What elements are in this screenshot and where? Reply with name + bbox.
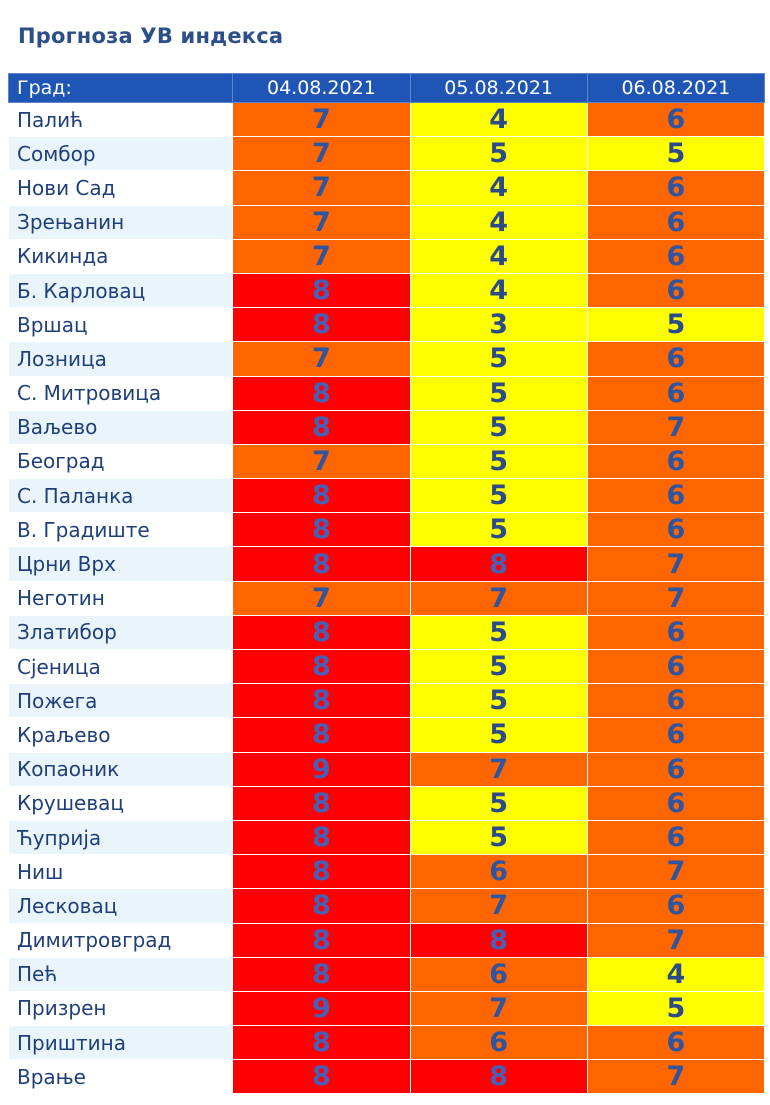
uv-index-cell: 6 (587, 684, 764, 718)
uv-index-cell: 8 (233, 1060, 410, 1094)
uv-index-cell: 7 (587, 547, 764, 581)
uv-index-cell: 7 (587, 581, 764, 615)
column-header-city: Град: (9, 74, 233, 103)
uv-index-cell: 6 (587, 205, 764, 239)
city-name-cell: Копаоник (9, 752, 233, 786)
uv-index-cell: 6 (587, 615, 764, 649)
uv-index-cell: 4 (410, 103, 587, 137)
uv-index-cell: 7 (410, 889, 587, 923)
uv-index-cell: 8 (233, 479, 410, 513)
table-row (9, 137, 765, 171)
table-row (9, 273, 765, 307)
city-name-cell: Ћуприја (9, 820, 233, 854)
table-row (9, 479, 765, 513)
uv-index-cell: 4 (410, 205, 587, 239)
uv-index-cell: 6 (587, 103, 764, 137)
uv-index-cell: 4 (410, 239, 587, 273)
city-name-cell: Лесковац (9, 889, 233, 923)
uv-index-cell: 8 (233, 684, 410, 718)
table-row (9, 103, 765, 137)
uv-index-cell: 8 (233, 650, 410, 684)
uv-index-cell: 5 (410, 513, 587, 547)
uv-index-cell: 7 (410, 991, 587, 1025)
table-row (9, 923, 765, 957)
uv-index-cell: 5 (410, 615, 587, 649)
table-row (9, 239, 765, 273)
uv-index-cell: 7 (587, 923, 764, 957)
uv-index-cell: 8 (233, 889, 410, 923)
table-row (9, 376, 765, 410)
table-row (9, 205, 765, 239)
uv-index-cell: 8 (233, 923, 410, 957)
uv-index-cell: 8 (233, 957, 410, 991)
city-name-cell: Врање (9, 1060, 233, 1094)
city-name-cell: В. Градиште (9, 513, 233, 547)
city-name-cell: Златибор (9, 615, 233, 649)
table-header (9, 74, 765, 103)
uv-index-cell: 6 (587, 342, 764, 376)
uv-index-cell: 5 (410, 650, 587, 684)
uv-index-cell: 7 (410, 581, 587, 615)
table-row (9, 684, 765, 718)
uv-index-cell: 4 (410, 273, 587, 307)
uv-index-cell: 5 (410, 684, 587, 718)
uv-index-cell: 6 (587, 786, 764, 820)
uv-index-cell: 6 (587, 889, 764, 923)
uv-index-cell: 6 (587, 239, 764, 273)
city-name-cell: Призрен (9, 991, 233, 1025)
uv-index-cell: 8 (410, 923, 587, 957)
uv-index-cell: 6 (410, 855, 587, 889)
uv-index-cell: 8 (233, 308, 410, 342)
uv-index-cell: 5 (410, 376, 587, 410)
table-row (9, 820, 765, 854)
table-row (9, 342, 765, 376)
table-row (9, 752, 765, 786)
uv-index-cell: 7 (233, 444, 410, 478)
city-name-cell: Лозница (9, 342, 233, 376)
city-name-cell: С. Паланка (9, 479, 233, 513)
city-name-cell: Београд (9, 444, 233, 478)
uv-index-cell: 8 (233, 376, 410, 410)
city-name-cell: Зрењанин (9, 205, 233, 239)
uv-forecast-table (8, 73, 765, 1094)
city-name-cell: Палић (9, 103, 233, 137)
city-name-cell: Сомбор (9, 137, 233, 171)
uv-index-cell: 5 (410, 342, 587, 376)
table-row (9, 615, 765, 649)
uv-index-cell: 7 (233, 342, 410, 376)
city-name-cell: Приштина (9, 1026, 233, 1060)
uv-index-cell: 6 (587, 650, 764, 684)
city-name-cell: Ниш (9, 855, 233, 889)
city-name-cell: Пећ (9, 957, 233, 991)
uv-index-cell: 8 (233, 513, 410, 547)
uv-index-cell: 8 (233, 615, 410, 649)
uv-index-cell: 5 (410, 410, 587, 444)
table-row (9, 444, 765, 478)
city-name-cell: Краљево (9, 718, 233, 752)
city-name-cell: Крушевац (9, 786, 233, 820)
city-name-cell: Црни Врх (9, 547, 233, 581)
table-row (9, 718, 765, 752)
uv-index-cell: 5 (410, 718, 587, 752)
uv-index-cell: 7 (233, 239, 410, 273)
uv-index-cell: 4 (410, 171, 587, 205)
column-header-date: 06.08.2021 (587, 74, 764, 103)
city-name-cell: Пожега (9, 684, 233, 718)
uv-index-cell: 5 (410, 479, 587, 513)
column-header-date: 04.08.2021 (233, 74, 410, 103)
uv-index-cell: 5 (587, 137, 764, 171)
uv-index-cell: 9 (233, 991, 410, 1025)
uv-index-cell: 8 (233, 718, 410, 752)
city-name-cell: Кикинда (9, 239, 233, 273)
uv-index-cell: 8 (410, 1060, 587, 1094)
uv-index-cell: 6 (587, 444, 764, 478)
uv-index-cell: 8 (233, 1026, 410, 1060)
table-row (9, 786, 765, 820)
uv-index-cell: 5 (410, 820, 587, 854)
table-row (9, 1060, 765, 1094)
uv-index-cell: 3 (410, 308, 587, 342)
uv-index-cell: 6 (587, 273, 764, 307)
uv-index-cell: 7 (233, 171, 410, 205)
uv-index-cell: 7 (233, 103, 410, 137)
uv-index-cell: 6 (587, 171, 764, 205)
table-row (9, 547, 765, 581)
table-row (9, 1026, 765, 1060)
city-name-cell: Вршац (9, 308, 233, 342)
uv-index-cell: 8 (233, 820, 410, 854)
uv-index-cell: 4 (587, 957, 764, 991)
uv-index-cell: 7 (233, 205, 410, 239)
uv-index-cell: 6 (587, 513, 764, 547)
uv-index-cell: 5 (587, 991, 764, 1025)
table-row (9, 171, 765, 205)
table-row (9, 410, 765, 444)
uv-index-cell: 6 (410, 1026, 587, 1060)
uv-index-cell: 7 (410, 752, 587, 786)
uv-index-cell: 8 (410, 547, 587, 581)
uv-index-cell: 8 (233, 855, 410, 889)
uv-index-cell: 6 (587, 752, 764, 786)
uv-index-cell: 8 (233, 786, 410, 820)
uv-index-cell: 8 (233, 273, 410, 307)
uv-index-cell: 6 (410, 957, 587, 991)
table-body (9, 103, 765, 1094)
table-row (9, 650, 765, 684)
table-row (9, 308, 765, 342)
uv-index-cell: 6 (587, 718, 764, 752)
table-row (9, 889, 765, 923)
table-row (9, 957, 765, 991)
uv-index-cell: 7 (587, 855, 764, 889)
uv-index-cell: 5 (410, 786, 587, 820)
header-row (9, 74, 765, 103)
city-name-cell: Сјеница (9, 650, 233, 684)
city-name-cell: Ваљево (9, 410, 233, 444)
uv-index-cell: 6 (587, 820, 764, 854)
uv-index-cell: 7 (233, 137, 410, 171)
uv-index-cell: 9 (233, 752, 410, 786)
table-row (9, 991, 765, 1025)
city-name-cell: Димитровград (9, 923, 233, 957)
uv-index-cell: 5 (410, 137, 587, 171)
table-row (9, 513, 765, 547)
uv-index-cell: 6 (587, 1026, 764, 1060)
uv-index-cell: 8 (233, 547, 410, 581)
city-name-cell: Б. Карловац (9, 273, 233, 307)
uv-index-cell: 6 (587, 479, 764, 513)
uv-index-cell: 7 (587, 410, 764, 444)
table-row (9, 581, 765, 615)
city-name-cell: Нови Сад (9, 171, 233, 205)
uv-index-cell: 5 (410, 444, 587, 478)
uv-index-cell: 5 (587, 308, 764, 342)
column-header-date: 05.08.2021 (410, 74, 587, 103)
page-title: Прогноза УВ индекса (18, 24, 284, 48)
table-row (9, 855, 765, 889)
city-name-cell: Неготин (9, 581, 233, 615)
uv-index-cell: 7 (587, 1060, 764, 1094)
uv-index-cell: 8 (233, 410, 410, 444)
city-name-cell: С. Митровица (9, 376, 233, 410)
uv-index-cell: 7 (233, 581, 410, 615)
uv-index-cell: 6 (587, 376, 764, 410)
